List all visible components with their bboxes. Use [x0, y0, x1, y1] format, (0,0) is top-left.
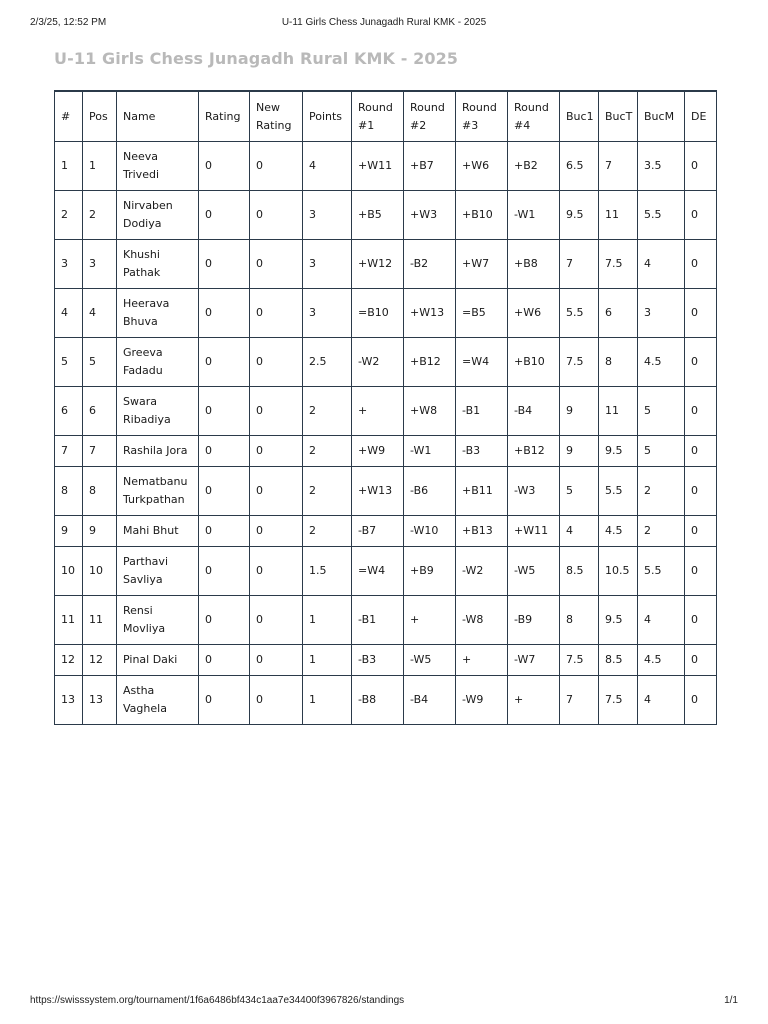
print-page-number: 1/1 — [724, 995, 738, 1006]
cell-rating: 0 — [199, 516, 250, 547]
print-datetime: 2/3/25, 12:52 PM — [30, 17, 107, 28]
cell-new-rating: 0 — [250, 387, 303, 436]
column-header-round-2: Round #2 — [404, 91, 456, 142]
print-doc-title: U-11 Girls Chess Junagadh Rural KMK - 2025 — [281, 17, 487, 28]
cell-points: 2 — [303, 467, 352, 516]
cell-no: 9 — [55, 516, 83, 547]
cell-points: 2 — [303, 516, 352, 547]
cell-new-rating: 0 — [250, 516, 303, 547]
cell-buc1: 4 — [560, 516, 599, 547]
cell-bucm: 5.5 — [638, 191, 685, 240]
table-row — [55, 240, 717, 289]
cell-name: Nirvaben Dodiya — [117, 191, 199, 240]
cell-bucm: 4 — [638, 240, 685, 289]
cell-round-2: -W1 — [404, 436, 456, 467]
cell-rating: 0 — [199, 467, 250, 516]
cell-new-rating: 0 — [250, 338, 303, 387]
cell-round-1: -B7 — [352, 516, 404, 547]
cell-round-3: +W6 — [456, 142, 508, 191]
cell-name: Greeva Fadadu — [117, 338, 199, 387]
cell-buc1: 5.5 — [560, 289, 599, 338]
cell-bucm: 4.5 — [638, 338, 685, 387]
table-row — [55, 289, 717, 338]
cell-round-3: =W4 — [456, 338, 508, 387]
cell-rating: 0 — [199, 338, 250, 387]
column-header-round-3: Round #3 — [456, 91, 508, 142]
cell-round-3: -W2 — [456, 547, 508, 596]
cell-round-1: -W2 — [352, 338, 404, 387]
cell-pos: 8 — [83, 467, 117, 516]
column-header-name: Name — [117, 91, 199, 142]
cell-new-rating: 0 — [250, 436, 303, 467]
cell-new-rating: 0 — [250, 547, 303, 596]
cell-buc1: 7 — [560, 240, 599, 289]
cell-name: Parthavi Savliya — [117, 547, 199, 596]
cell-round-4: +B10 — [508, 338, 560, 387]
table-row — [55, 467, 717, 516]
cell-round-1: -B1 — [352, 596, 404, 645]
cell-new-rating: 0 — [250, 645, 303, 676]
cell-round-4: +W11 — [508, 516, 560, 547]
cell-buc1: 8.5 — [560, 547, 599, 596]
table-header-row — [55, 91, 717, 142]
column-header-points: Points — [303, 91, 352, 142]
cell-round-3: + — [456, 645, 508, 676]
cell-buct: 9.5 — [599, 436, 638, 467]
cell-buct: 5.5 — [599, 467, 638, 516]
cell-no: 5 — [55, 338, 83, 387]
cell-buct: 6 — [599, 289, 638, 338]
cell-rating: 0 — [199, 240, 250, 289]
cell-de: 0 — [685, 191, 717, 240]
cell-round-1: +W13 — [352, 467, 404, 516]
cell-pos: 3 — [83, 240, 117, 289]
table-row — [55, 338, 717, 387]
cell-buct: 11 — [599, 191, 638, 240]
cell-name: Rashila Jora — [117, 436, 199, 467]
column-header-bucm: BucM — [638, 91, 685, 142]
cell-buc1: 8 — [560, 596, 599, 645]
cell-round-2: + — [404, 596, 456, 645]
cell-pos: 11 — [83, 596, 117, 645]
column-header-de: DE — [685, 91, 717, 142]
cell-points: 1 — [303, 645, 352, 676]
table-row — [55, 645, 717, 676]
cell-buc1: 7 — [560, 676, 599, 725]
cell-points: 1 — [303, 676, 352, 725]
cell-round-2: +W8 — [404, 387, 456, 436]
column-header-rating: Rating — [199, 91, 250, 142]
cell-name: Rensi Movliya — [117, 596, 199, 645]
cell-new-rating: 0 — [250, 142, 303, 191]
cell-round-2: +W13 — [404, 289, 456, 338]
cell-no: 4 — [55, 289, 83, 338]
cell-name: Pinal Daki — [117, 645, 199, 676]
cell-name: Mahi Bhut — [117, 516, 199, 547]
standings-table — [54, 90, 717, 725]
cell-round-2: -W5 — [404, 645, 456, 676]
cell-no: 8 — [55, 467, 83, 516]
cell-buc1: 6.5 — [560, 142, 599, 191]
cell-pos: 5 — [83, 338, 117, 387]
cell-de: 0 — [685, 387, 717, 436]
cell-round-4: -W5 — [508, 547, 560, 596]
cell-round-1: =W4 — [352, 547, 404, 596]
cell-bucm: 4 — [638, 676, 685, 725]
cell-round-3: +B11 — [456, 467, 508, 516]
cell-de: 0 — [685, 142, 717, 191]
cell-no: 13 — [55, 676, 83, 725]
cell-pos: 10 — [83, 547, 117, 596]
cell-name: Swara Ribadiya — [117, 387, 199, 436]
cell-rating: 0 — [199, 387, 250, 436]
column-header-round-4: Round #4 — [508, 91, 560, 142]
cell-buct: 9.5 — [599, 596, 638, 645]
cell-round-4: +B2 — [508, 142, 560, 191]
cell-de: 0 — [685, 645, 717, 676]
table-row — [55, 387, 717, 436]
cell-new-rating: 0 — [250, 467, 303, 516]
cell-rating: 0 — [199, 645, 250, 676]
cell-points: 2 — [303, 387, 352, 436]
cell-points: 1.5 — [303, 547, 352, 596]
page-title: U-11 Girls Chess Junagadh Rural KMK - 2025 — [54, 49, 459, 68]
cell-no: 7 — [55, 436, 83, 467]
cell-rating: 0 — [199, 142, 250, 191]
column-header-buct: BucT — [599, 91, 638, 142]
cell-round-1: -B3 — [352, 645, 404, 676]
cell-bucm: 2 — [638, 467, 685, 516]
cell-round-3: +B10 — [456, 191, 508, 240]
cell-round-2: -B4 — [404, 676, 456, 725]
cell-de: 0 — [685, 516, 717, 547]
cell-buct: 4.5 — [599, 516, 638, 547]
cell-name: Neeva Trivedi — [117, 142, 199, 191]
cell-buct: 8.5 — [599, 645, 638, 676]
cell-buc1: 9 — [560, 387, 599, 436]
cell-round-2: -B2 — [404, 240, 456, 289]
cell-round-1: +W9 — [352, 436, 404, 467]
cell-pos: 9 — [83, 516, 117, 547]
cell-round-4: -B9 — [508, 596, 560, 645]
cell-de: 0 — [685, 338, 717, 387]
cell-buc1: 9 — [560, 436, 599, 467]
print-footer — [30, 995, 738, 1009]
column-header-new-rating: New Rating — [250, 91, 303, 142]
table-row — [55, 436, 717, 467]
cell-pos: 7 — [83, 436, 117, 467]
column-header-buc1: Buc1 — [560, 91, 599, 142]
cell-round-2: +B9 — [404, 547, 456, 596]
cell-buct: 7.5 — [599, 676, 638, 725]
cell-rating: 0 — [199, 191, 250, 240]
cell-buc1: 9.5 — [560, 191, 599, 240]
table-row — [55, 596, 717, 645]
cell-round-1: +W11 — [352, 142, 404, 191]
cell-de: 0 — [685, 240, 717, 289]
cell-points: 2 — [303, 436, 352, 467]
cell-round-4: +B12 — [508, 436, 560, 467]
cell-round-3: +W7 — [456, 240, 508, 289]
column-header-round-1: Round #1 — [352, 91, 404, 142]
table-row — [55, 516, 717, 547]
cell-buct: 10.5 — [599, 547, 638, 596]
cell-no: 6 — [55, 387, 83, 436]
cell-de: 0 — [685, 676, 717, 725]
cell-round-4: -W3 — [508, 467, 560, 516]
cell-bucm: 3 — [638, 289, 685, 338]
cell-round-4: -W7 — [508, 645, 560, 676]
cell-bucm: 5.5 — [638, 547, 685, 596]
cell-name: Heerava Bhuva — [117, 289, 199, 338]
table-row — [55, 676, 717, 725]
print-header — [30, 17, 738, 31]
cell-pos: 4 — [83, 289, 117, 338]
cell-buct: 11 — [599, 387, 638, 436]
cell-points: 3 — [303, 240, 352, 289]
print-url: https://swisssystem.org/tournament/1f6a6486bf434c1aa7e34400f3967826/standings — [30, 995, 405, 1006]
cell-pos: 1 — [83, 142, 117, 191]
cell-points: 3 — [303, 191, 352, 240]
cell-round-4: +B8 — [508, 240, 560, 289]
cell-bucm: 4 — [638, 596, 685, 645]
cell-buct: 7.5 — [599, 240, 638, 289]
cell-buc1: 7.5 — [560, 645, 599, 676]
cell-de: 0 — [685, 289, 717, 338]
table-row — [55, 191, 717, 240]
cell-round-2: -W10 — [404, 516, 456, 547]
cell-rating: 0 — [199, 547, 250, 596]
cell-round-1: +W12 — [352, 240, 404, 289]
cell-de: 0 — [685, 596, 717, 645]
cell-round-1: =B10 — [352, 289, 404, 338]
cell-rating: 0 — [199, 596, 250, 645]
cell-round-4: +W6 — [508, 289, 560, 338]
cell-buct: 8 — [599, 338, 638, 387]
cell-bucm: 5 — [638, 436, 685, 467]
cell-points: 2.5 — [303, 338, 352, 387]
cell-pos: 13 — [83, 676, 117, 725]
cell-name: Nematbanu Turkpathan — [117, 467, 199, 516]
cell-new-rating: 0 — [250, 240, 303, 289]
cell-pos: 6 — [83, 387, 117, 436]
cell-round-2: +B12 — [404, 338, 456, 387]
cell-round-3: -W9 — [456, 676, 508, 725]
cell-round-2: +W3 — [404, 191, 456, 240]
standings-table-container — [54, 90, 716, 725]
cell-buc1: 7.5 — [560, 338, 599, 387]
cell-points: 3 — [303, 289, 352, 338]
cell-de: 0 — [685, 467, 717, 516]
cell-bucm: 3.5 — [638, 142, 685, 191]
cell-bucm: 4.5 — [638, 645, 685, 676]
cell-round-3: -B3 — [456, 436, 508, 467]
column-header-no: # — [55, 91, 83, 142]
cell-rating: 0 — [199, 436, 250, 467]
cell-round-4: + — [508, 676, 560, 725]
cell-buc1: 5 — [560, 467, 599, 516]
cell-round-1: -B8 — [352, 676, 404, 725]
cell-no: 2 — [55, 191, 83, 240]
cell-rating: 0 — [199, 676, 250, 725]
cell-de: 0 — [685, 436, 717, 467]
cell-no: 1 — [55, 142, 83, 191]
cell-pos: 2 — [83, 191, 117, 240]
cell-new-rating: 0 — [250, 289, 303, 338]
cell-new-rating: 0 — [250, 676, 303, 725]
cell-no: 3 — [55, 240, 83, 289]
table-row — [55, 142, 717, 191]
cell-round-3: +B13 — [456, 516, 508, 547]
cell-round-1: + — [352, 387, 404, 436]
cell-round-3: =B5 — [456, 289, 508, 338]
cell-round-2: -B6 — [404, 467, 456, 516]
cell-round-1: +B5 — [352, 191, 404, 240]
cell-round-4: -B4 — [508, 387, 560, 436]
cell-round-3: -B1 — [456, 387, 508, 436]
cell-name: Astha Vaghela — [117, 676, 199, 725]
cell-bucm: 5 — [638, 387, 685, 436]
cell-round-2: +B7 — [404, 142, 456, 191]
cell-pos: 12 — [83, 645, 117, 676]
cell-round-4: -W1 — [508, 191, 560, 240]
cell-round-3: -W8 — [456, 596, 508, 645]
cell-no: 12 — [55, 645, 83, 676]
cell-points: 4 — [303, 142, 352, 191]
cell-points: 1 — [303, 596, 352, 645]
cell-no: 10 — [55, 547, 83, 596]
cell-new-rating: 0 — [250, 596, 303, 645]
cell-no: 11 — [55, 596, 83, 645]
column-header-pos: Pos — [83, 91, 117, 142]
table-row — [55, 547, 717, 596]
cell-name: Khushi Pathak — [117, 240, 199, 289]
cell-buct: 7 — [599, 142, 638, 191]
cell-bucm: 2 — [638, 516, 685, 547]
table-body — [55, 142, 717, 725]
cell-de: 0 — [685, 547, 717, 596]
cell-new-rating: 0 — [250, 191, 303, 240]
cell-rating: 0 — [199, 289, 250, 338]
